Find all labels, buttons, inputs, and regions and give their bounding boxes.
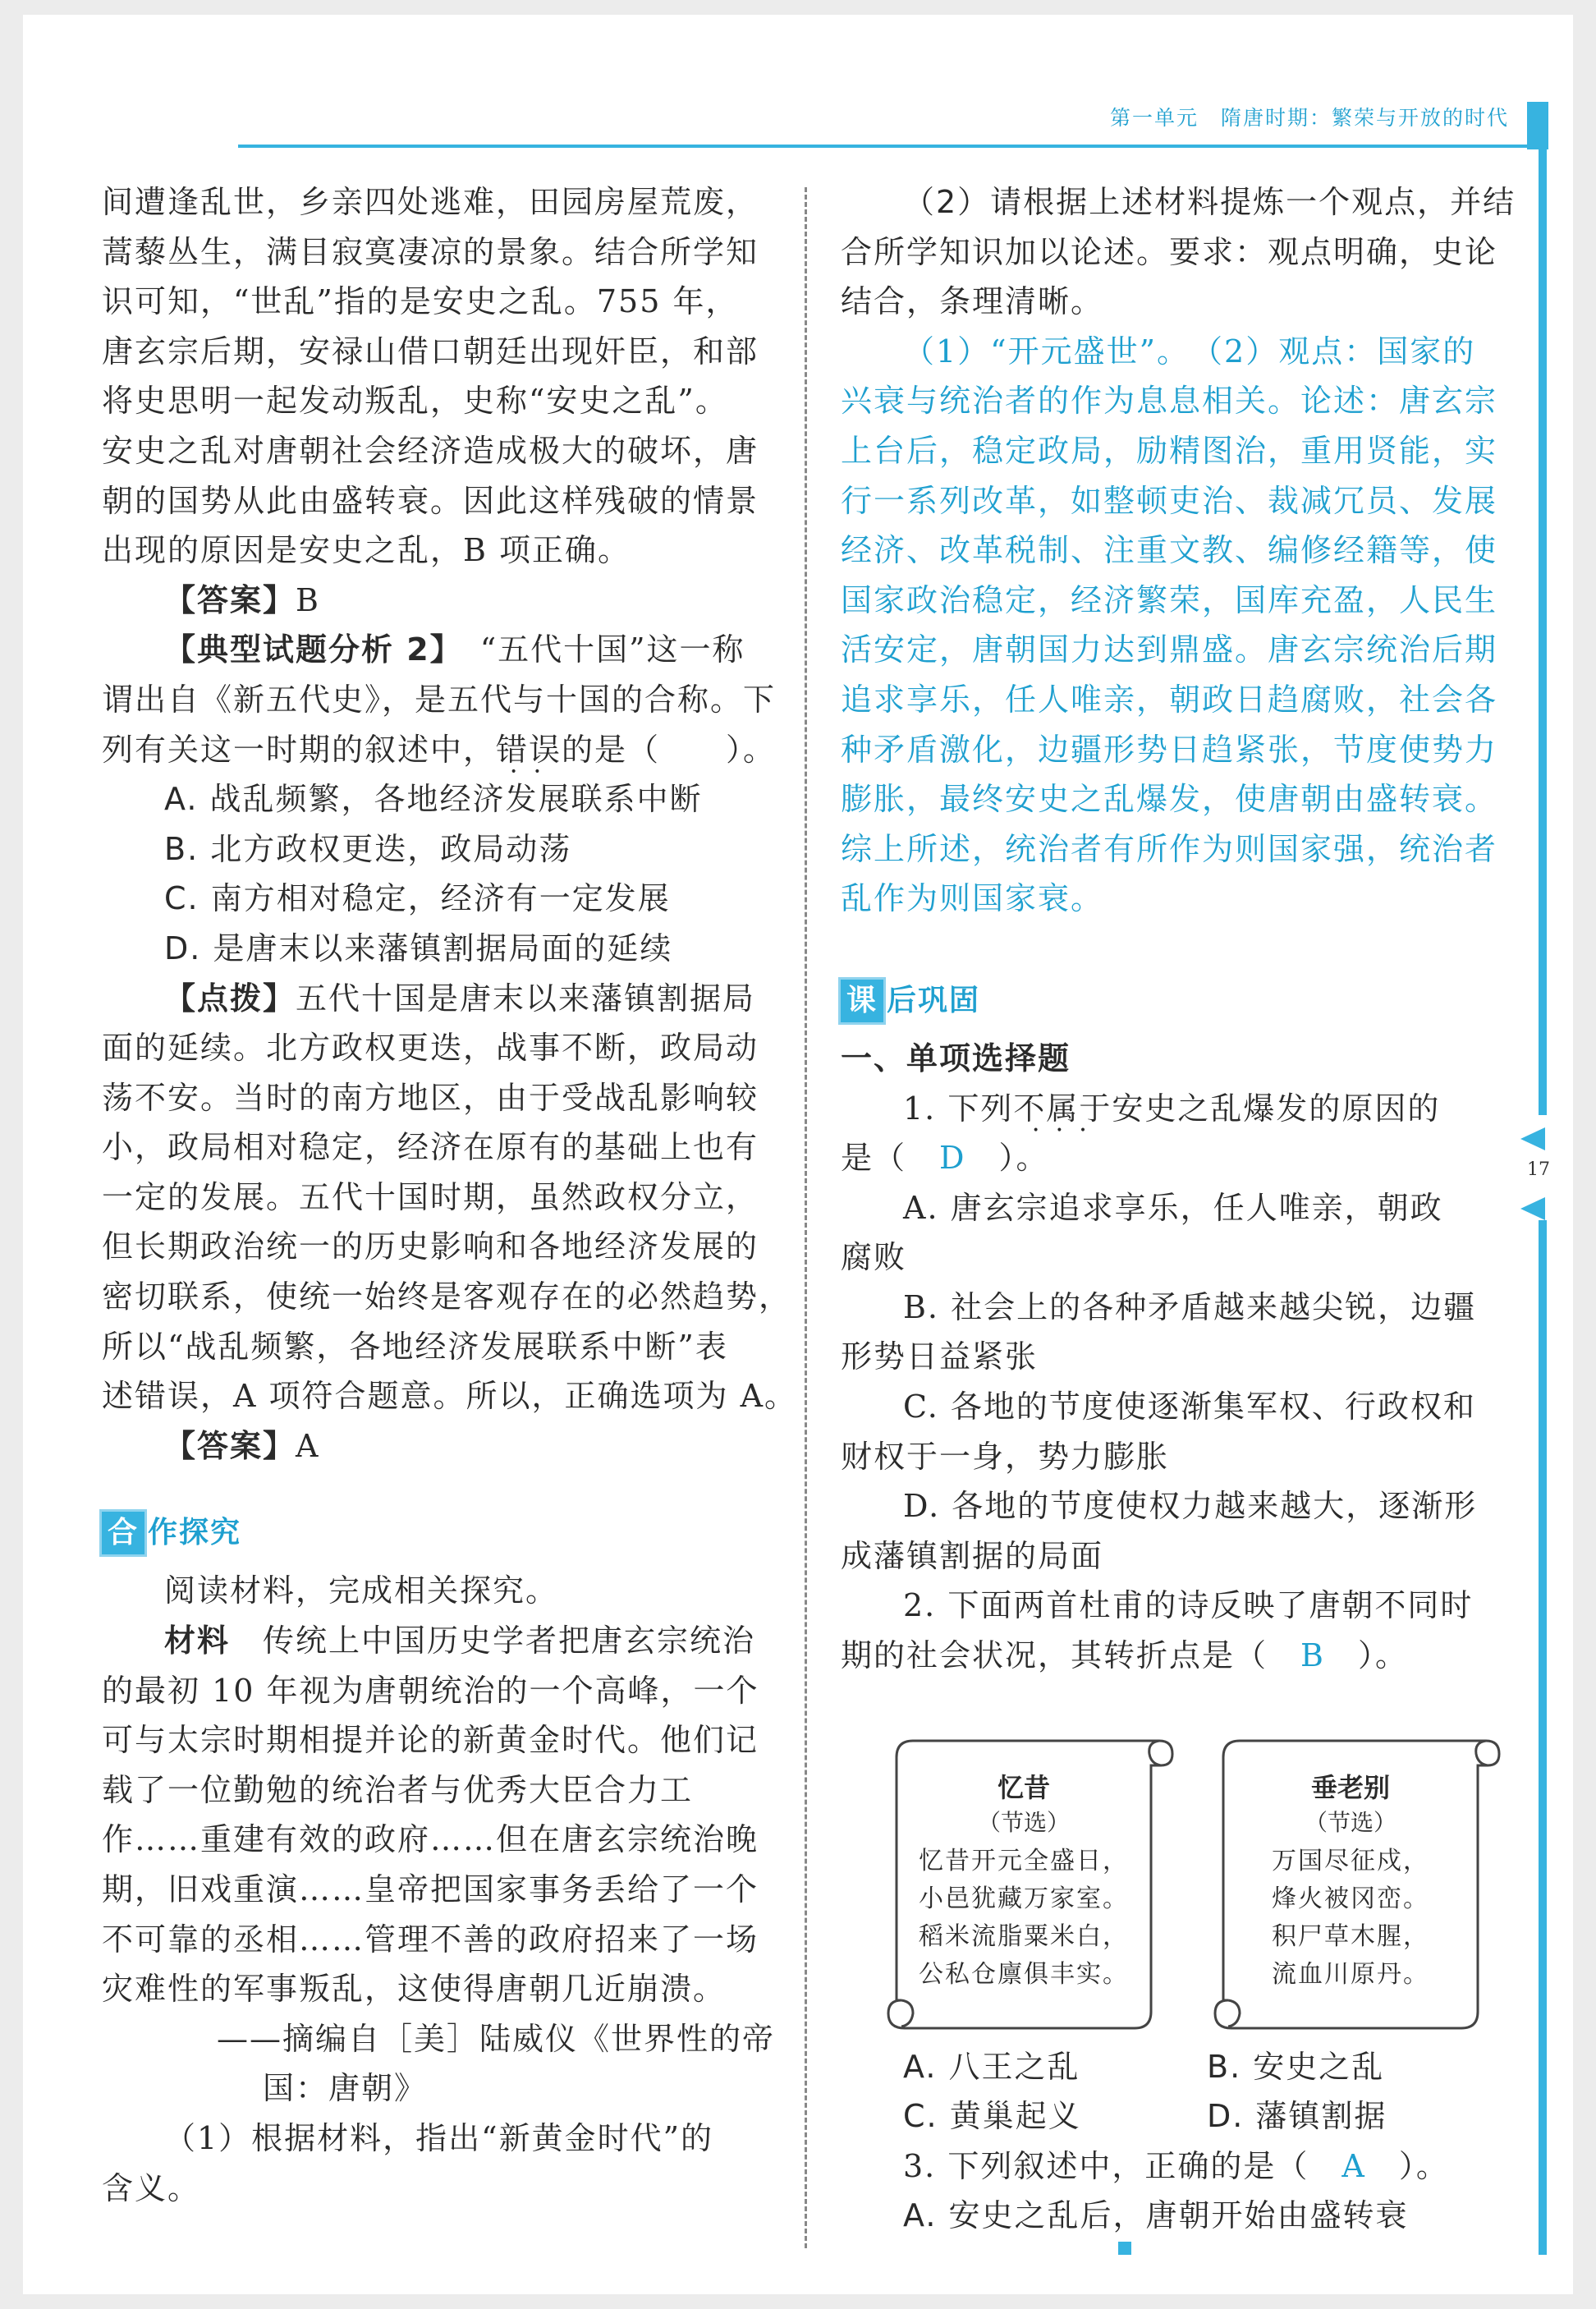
poem-title: 忆昔 xyxy=(997,1772,1050,1803)
tip-line: 【点拨】五代十国是唐末以来藩镇割据局 xyxy=(164,980,756,1017)
mcq-1-option: 形势日益紧张 xyxy=(841,1338,1039,1375)
material-line: 灾难性的军事叛乱，这使得唐朝几近崩溃。 xyxy=(102,1971,727,2008)
analysis-line: 列有关这一时期的叙述中，错误 • •的是（ ）。 xyxy=(102,725,791,775)
tip-line: 但长期政治统一的历史影响和各地经济发展的 xyxy=(102,1228,759,1265)
textbook-page xyxy=(23,15,1573,2294)
poem-subtitle: （节选） xyxy=(1304,1809,1396,1836)
intro-line: 识可知，“世乱”指的是安史之乱。755 年， xyxy=(102,283,739,320)
poem-line: 烽火被冈峦。 xyxy=(1272,1884,1429,1913)
section-title: 一、单项选择题 xyxy=(841,1040,1071,1076)
intro-line: 朝的国势从此由盛转衰。因此这样残破的情景 xyxy=(102,482,759,519)
intro-line: 蒿藜丛生，满目寂寞凄凉的景象。结合所学知 xyxy=(102,233,759,270)
poem-line: 公私仓廪俱丰实。 xyxy=(919,1960,1129,1989)
header-tab-marker xyxy=(1527,102,1548,149)
tip-line: 一定的发展。五代十国时期，虽然政权分立， xyxy=(102,1178,759,1215)
intro-line: 唐玄宗后期，安禄山借口朝廷出现奸臣，和部 xyxy=(102,333,759,370)
answer-line: 经济、改革税制、注重文教、编修经籍等，使 xyxy=(841,532,1498,569)
tip-line: 小，政局相对稳定，经济在原有的基础上也有 xyxy=(102,1129,759,1166)
answer-line: 兴衰与统治者的作为息息相关。论述：唐玄宗 xyxy=(841,383,1498,420)
source-citation: 国：唐朝》 xyxy=(263,2070,428,2107)
poem-line: 稻米流脂粟米白， xyxy=(919,1922,1129,1951)
coop-badge: 合 xyxy=(102,1512,144,1554)
question-1: （1）根据材料，指出“新黄金时代”的 xyxy=(164,2119,714,2156)
answer-fill: D xyxy=(939,1140,966,1177)
tip-line: 所以“战乱频繁，各地经济发展联系中断”表 xyxy=(102,1328,728,1365)
question-2: （2）请根据上述材料提炼一个观点，并结 xyxy=(903,184,1516,220)
mcq-1-option: 成藩镇割据的局面 xyxy=(841,1537,1104,1574)
answer-line: 活安定，唐朝国力达到鼎盛。唐玄宗统治后期 xyxy=(841,631,1498,668)
poem-line: 忆昔开元全盛日， xyxy=(919,1847,1129,1875)
answer-fill: B xyxy=(1300,1637,1325,1674)
left-column xyxy=(102,177,798,2213)
after-class-heading: 课 后巩固 xyxy=(841,971,1522,1031)
poem-line: 积尸草木腥， xyxy=(1272,1922,1429,1951)
option: D. 是唐末以来藩镇割据局面的延续 xyxy=(164,930,673,966)
poem-title: 垂老别 xyxy=(1310,1772,1390,1803)
side-bar-upper xyxy=(1539,146,1547,1115)
poem-line: 流血川原丹。 xyxy=(1272,1960,1429,1989)
analysis-line: 谓出自《新五代史》，是五代与十国的合称。下 xyxy=(102,681,777,718)
answer-line: 综上所述，统治者有所作为则国家强，统治者 xyxy=(841,830,1498,867)
header-rule xyxy=(238,145,1527,148)
column-divider xyxy=(805,187,807,2248)
intro-line: 安史之乱对唐朝社会经济造成极大的破坏，唐 xyxy=(102,432,759,469)
tip-line: 面的延续。北方政权更迭，战事不断，政局动 xyxy=(102,1030,759,1067)
answer-line: （1）“开元盛世”。 （2）观点：国家的 xyxy=(903,333,1476,370)
analysis-line: 【典型试题分析 2】 “五代十国”这一称 xyxy=(164,631,745,668)
answer-line: 上台后，稳定政局，励精图治，重用贤能，实 xyxy=(841,432,1498,469)
poem-subtitle: （节选） xyxy=(977,1809,1070,1836)
intro-line: 间遭逢乱世，乡亲四处逃难，田园房屋荒废， xyxy=(102,184,759,220)
tip-line: 荡不安。当时的南方地区，由于受战乱影响较 xyxy=(102,1079,759,1116)
read-prompt: 阅读材料，完成相关探究。 xyxy=(164,1572,559,1609)
mcq-1-option: C. 各地的节度使逐渐集军权、行政权和 xyxy=(903,1389,1476,1425)
poem-body xyxy=(872,1843,1176,1994)
option: B. 北方政权更迭，政局动荡 xyxy=(164,830,572,867)
mcq-1: 1. 下列不属于 • • •安史之乱爆发的原因的 xyxy=(841,1084,1522,1134)
bottom-marker xyxy=(1118,2242,1131,2255)
answer-2: 【答案】A xyxy=(164,1427,320,1464)
question-2: 合所学知识加以论述。要求：观点明确，史论 xyxy=(841,233,1498,270)
answer-line: 国家政治稳定，经济繁荣，国库充盈，人民生 xyxy=(841,581,1498,618)
side-arrow-lower xyxy=(1520,1197,1545,1220)
poem-scroll-chuilaobie xyxy=(1199,1724,1502,2045)
mcq-2-options-row: A. 八王之乱 B. 安史之乱 xyxy=(903,2048,1385,2085)
answer-line: 种矛盾激化，边疆形势日趋紧张，节度使势力 xyxy=(841,731,1498,768)
option: C. 南方相对稳定，经济有一定发展 xyxy=(164,880,671,917)
poem-body xyxy=(1199,1843,1502,1994)
tip-line: 密切联系，使统一始终是客观存在的必然趋势， xyxy=(102,1278,792,1315)
material-line: 作……重建有效的政府……但在唐玄宗统治晚 xyxy=(102,1821,759,1858)
mcq-1-option: B. 社会上的各种矛盾越来越尖锐，边疆 xyxy=(903,1288,1477,1325)
intro-line: 将史思明一起发动叛乱，史称“安史之乱”。 xyxy=(102,383,728,420)
coop-section-heading: 合 作探究 xyxy=(102,1503,791,1563)
mcq-3: 3. 下列叙述中，正确的是（ A ）。 xyxy=(903,2147,1449,2184)
answer-line: 追求享乐，任人唯亲，朝政日趋腐败，社会各 xyxy=(841,681,1498,718)
material-line: 期，旧戏重演……皇帝把国家事务丢给了一个 xyxy=(102,1871,759,1907)
poem-scroll-yixi xyxy=(872,1724,1176,2045)
mcq-1-option: 腐败 xyxy=(841,1239,907,1276)
answer-line: 行一系列改革，如整顿吏治、裁减冗员、发展 xyxy=(841,482,1498,519)
poem-line: 小邑犹藏万家室。 xyxy=(919,1884,1129,1913)
answer-1: 【答案】B xyxy=(164,581,320,618)
material-line: 材料 传统上中国历史学者把唐玄宗统治 xyxy=(164,1623,756,1659)
option: A. 战乱频繁，各地经济发展联系中断 xyxy=(164,781,703,818)
unit-header: 第一单元 隋唐时期：繁荣与开放的时代 xyxy=(1109,106,1509,130)
poem-scrolls xyxy=(872,1724,1502,2045)
mcq-3-option: A. 安史之乱后，唐朝开始由盛转衰 xyxy=(903,2197,1409,2234)
answer-line: 乱作为则国家衰。 xyxy=(841,880,1104,917)
material-line: 的最初 10 年视为唐朝统治的一个高峰，一个 xyxy=(102,1672,759,1709)
answer-fill: A xyxy=(1341,2147,1366,2184)
answer-line: 膨胀，最终安史之乱爆发，使唐朝由盛转衰。 xyxy=(841,781,1498,818)
mcq-1: 是（ D ）。 xyxy=(841,1140,1049,1177)
mcq-1-option: A. 唐玄宗追求享乐，任人唯亲，朝政 xyxy=(903,1189,1443,1226)
material-line: 不可靠的丞相……管理不善的政府招来了一场 xyxy=(102,1921,759,1958)
mcq-1-option: D. 各地的节度使权力越来越大，逐渐形 xyxy=(903,1488,1478,1525)
poem-line: 万国尽征戍， xyxy=(1272,1847,1429,1875)
mcq-2: 2. 下面两首杜甫的诗反映了唐朝不同时 xyxy=(903,1587,1474,1624)
page-number: 17 xyxy=(1527,1159,1550,1180)
mcq-2-options-row: C. 黄巢起义 D. 藩镇割据 xyxy=(903,2098,1387,2135)
emphasis-dots: 不属于 • • • xyxy=(1013,1090,1112,1127)
material-line: 可与太宗时期相提并论的新黄金时代。他们记 xyxy=(102,1722,759,1759)
question-1: 含义。 xyxy=(102,2169,201,2206)
emphasis-dots: 错误 • • xyxy=(496,732,562,768)
source-citation: ——摘编自［美］陆威仪《世界性的帝 xyxy=(216,2020,775,2057)
intro-line: 出现的原因是安史之乱，B 项正确。 xyxy=(102,532,631,569)
question-2: 结合，条理清晰。 xyxy=(841,283,1104,320)
mcq-2: 期的社会状况，其转折点是（ B ）。 xyxy=(841,1637,1408,1674)
tip-line: 述错误，A 项符合题意。所以，正确选项为 A。 xyxy=(102,1378,798,1415)
after-class-badge: 课 xyxy=(841,980,883,1022)
mcq-1-option: 财权于一身，势力膨胀 xyxy=(841,1438,1170,1475)
side-bar-lower xyxy=(1539,1220,1547,2255)
side-arrow-upper xyxy=(1520,1127,1545,1150)
material-line: 载了一位勤勉的统治者与优秀大臣合力工 xyxy=(102,1771,694,1808)
